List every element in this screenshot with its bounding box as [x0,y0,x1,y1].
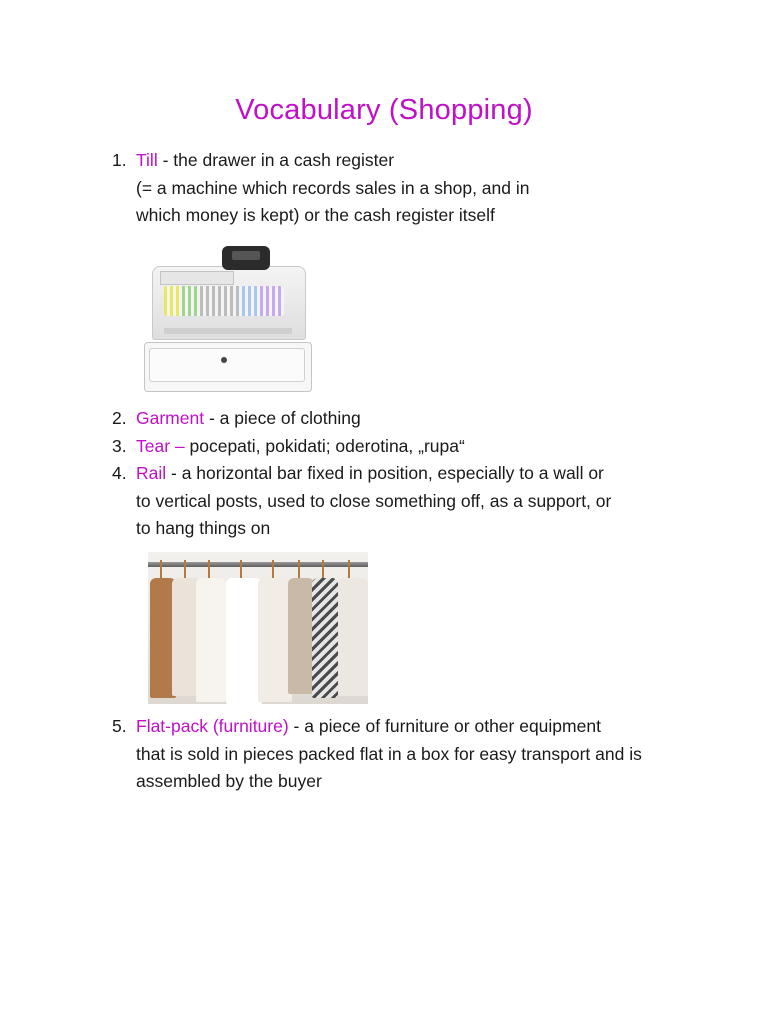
entry-number: 2. [112,408,127,428]
vocab-entry-tear [112,433,712,461]
entry-definition: pocepati, pokidati; oderotina, „rupa“ [184,436,465,456]
entry-definition: assembled by the buyer [136,771,322,791]
entry-term: Rail [136,463,167,483]
entry-definition: - a piece of furniture or other equipment [288,716,601,736]
garment [312,578,338,698]
register-keypad [164,286,284,316]
entry-number: 4. [112,463,127,483]
entry-definition: that is sold in pieces packed flat in a box for easy transport and is [136,743,642,764]
entry-definition: to vertical posts, used to close something off, as a support, or [136,490,612,511]
entry-number: 1. [112,150,127,170]
entry-definition: which money is kept) or the cash register itself [136,205,495,225]
garment [196,578,226,702]
garment [338,578,368,696]
entry-term: Till [136,150,158,170]
entry-definition: - the drawer in a cash register [157,150,395,170]
rail-bar [148,562,368,567]
register-display [222,246,270,270]
register-slot [164,328,292,334]
vocab-entry-till [112,147,712,230]
vocab-entry-flat-pack [112,713,712,796]
garment [288,578,314,694]
register-printer [160,271,234,285]
entry-number: 3. [112,436,127,456]
drawer-lock-icon [221,357,227,363]
garment [258,578,292,702]
entry-term: Flat-pack (furniture) [136,716,289,736]
page-title: Vocabulary (Shopping) [235,94,533,126]
vocab-entry-garment [112,405,712,433]
entry-definition: - a horizontal bar fixed in position, especially to a wall or [166,463,604,483]
entry-definition: to hang things on [136,518,271,538]
entry-definition: (= a machine which records sales in a shop, and in [136,177,530,198]
entry-number: 5. [112,716,127,736]
register-drawer [144,342,312,392]
vocab-entry-rail [112,460,712,543]
entry-term: Garment [136,408,205,428]
clothes-rail-photo [148,552,368,704]
garment [226,578,262,704]
entry-definition: - a piece of clothing [204,408,361,428]
entry-term: Tear – [136,436,185,456]
cash-register-photo [140,246,316,392]
